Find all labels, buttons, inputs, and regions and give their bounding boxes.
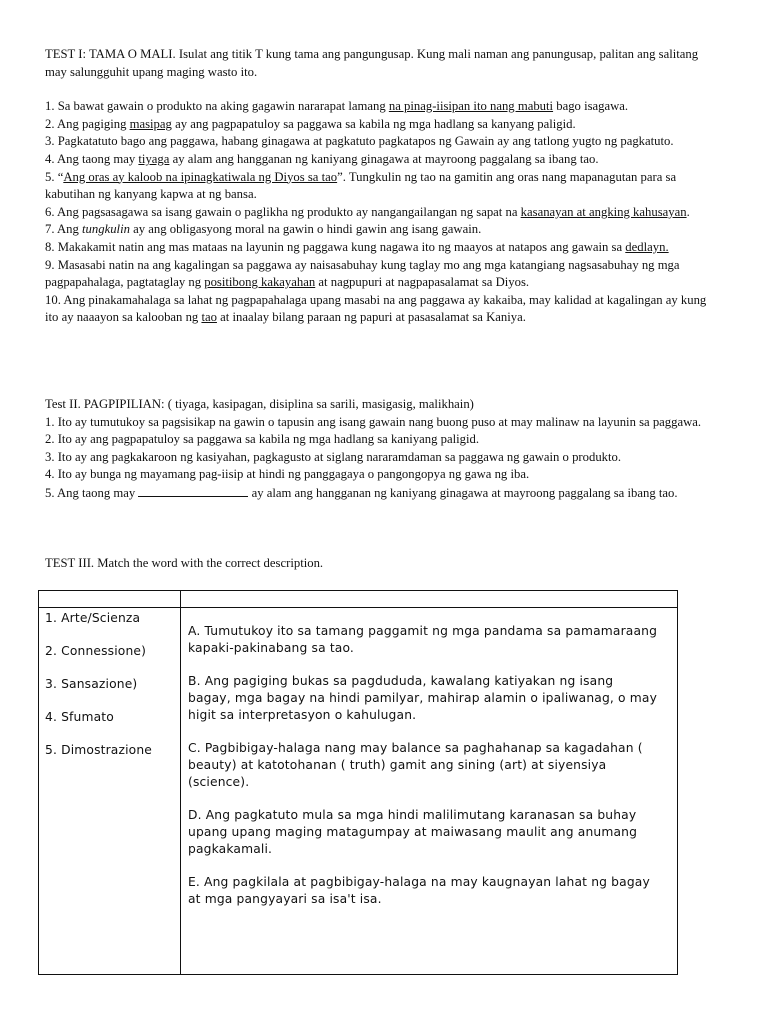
- test1-item-4: 4. Ang taong may tiyaga ay alam ang hangganan ng kaniyang ginagawa at mayroong paggalang sa ibang tao.: [45, 151, 599, 166]
- column-divider: [180, 591, 181, 974]
- test3-heading: TEST III. Match the word with the correct description.: [45, 556, 324, 570]
- word-item: 4. Sfumato: [45, 710, 114, 724]
- description-item: B. Ang pagiging bukas sa pagdududa, kawalang katiyakan ng isang bagay, mga bagay na hindi pamilyar, mahirap alamin o ipaliwanag, o may higit sa interpretasyon o kahulugan.: [188, 674, 657, 722]
- test1-item-3: 3. Pagkatatuto bago ang paggawa, habang ginagawa at pagkatuto pagkatapos ng Gawain ay ang tatlong yugto ng pagkatuto.: [45, 134, 674, 149]
- test2-item-3: 3. Ito ay ang pagkakaroon ng kasiyahan, pagkagusto at siglang nararamdaman sa paggawa ng gawain o produkto.: [45, 449, 622, 464]
- test1-item-1: 1. Sa bawat gawain o produkto na aking gagawin nararapat lamang na pinag-iisipan ito nang mabuti bago isagawa.: [45, 99, 629, 114]
- test2-section: [45, 396, 722, 503]
- test2-item-2: 2. Ito ay ang pagpapatuloy sa paggawa sa kabila ng mga hadlang sa kaniyang paligid.: [45, 432, 480, 447]
- matching-table: [38, 590, 678, 975]
- test2-item-1: 1. Ito ay tumutukoy sa pagsisikap na gawin o tapusin ang isang gawain nang buong puso at may malinaw na layunin sa paggawa.: [45, 414, 702, 429]
- word-item: 5. Dimostrazione: [45, 743, 153, 757]
- test2-heading: Test II. PAGPIPILIAN: ( tiyaga, kasipagan, disiplina sa sarili, masigasig, malikhain): [45, 397, 474, 411]
- description-item: C. Pagbibigay-halaga nang may balance sa paghahanap sa kagadahan ( beauty) at katotohanan ( truth) gamit ang sining (art) at siyensiya (science).: [188, 741, 643, 789]
- word-item: 3. Sansazione): [45, 677, 138, 691]
- descriptions-column: [188, 623, 658, 924]
- test1-item-6: 6. Ang pagsasagawa sa isang gawain o paglikha ng produkto ay nangangailangan ng sapat na kasanayan at angking kahusayan.: [45, 204, 690, 219]
- test1-heading: TEST I: TAMA O MALI. Isulat ang titik T kung tama ang pangungusap. Kung mali naman ang panungusap, palitan ang salitang may salungguhit upang maging wasto ito.: [45, 47, 699, 79]
- word-item: 2. Connessione): [45, 644, 147, 658]
- word-item: 1. Arte/Scienza: [45, 611, 141, 625]
- test1-item-7: 7. Ang tungkulin ay ang obligasyong moral na gawin o hindi gawin ang isang gawain.: [45, 222, 482, 237]
- description-item: A. Tumutukoy ito sa tamang paggamit ng mga pandama sa pamamaraang kapaki-pakinabang sa tao.: [188, 624, 658, 655]
- test1-section: [45, 46, 722, 327]
- test1-item-5: 5. “Ang oras ay kaloob na ipinagkatiwala ng Diyos sa tao”. Tungkulin ng tao na gamitin ang oras nang mapanagutan para sa kabutihan ng kanyang kapwa at ng bansa.: [45, 169, 677, 202]
- test1-item-8: 8. Makakamit natin ang mas mataas na layunin ng paggawa kung nagawa ito ng maayos at natapos ang gawain sa dedlayn.: [45, 239, 669, 254]
- test2-item-4: 4. Ito ay bunga ng mayamang pag-iisip at hindi ng panggagaya o pangongopya ng gawa ng iba.: [45, 467, 530, 482]
- test1-item-9: 9. Masasabi natin na ang kagalingan sa paggawa ay naisasabuhay kung taglay mo ang mga katangiang nagsasabuhay ng mga pagpapahalaga, pagtataglay ng positibong kakayahan at nagpupuri at nagpapasalamat sa Diyos.: [45, 257, 680, 290]
- test1-item-10: 10. Ang pinakamahalaga sa lahat ng pagpapahalaga upang masabi na ang paggawa ay kakaiba, may kalidad at kagalingan ay kung ito ay naaayon sa kalooban ng tao at inaalay bilang paraan ng papuri at pasasalamat sa Kaniya.: [45, 292, 707, 325]
- words-column: [45, 610, 177, 775]
- test3-section: [45, 555, 722, 573]
- table-header-row: [39, 591, 677, 608]
- description-item: E. Ang pagkilala at pagbibigay-halaga na may kaugnayan lahat ng bagay at mga pangyayari sa isa't isa.: [188, 875, 650, 906]
- test1-item-2: 2. Ang pagiging masipag ay ang pagpapatuloy sa paggawa sa kabila ng mga hadlang sa kanyang paligid.: [45, 116, 576, 131]
- description-item: D. Ang pagkatuto mula sa mga hindi malilimutang karanasan sa buhay upang upang maging matagumpay at maiwasang maulit ang anumang pagkakamali.: [188, 808, 638, 856]
- test2-item-5: 5. Ang taong may ay alam ang hangganan ng kaniyang ginagawa at mayroong paggalang sa ibang tao.: [45, 485, 678, 500]
- answer-blank[interactable]: [138, 484, 248, 497]
